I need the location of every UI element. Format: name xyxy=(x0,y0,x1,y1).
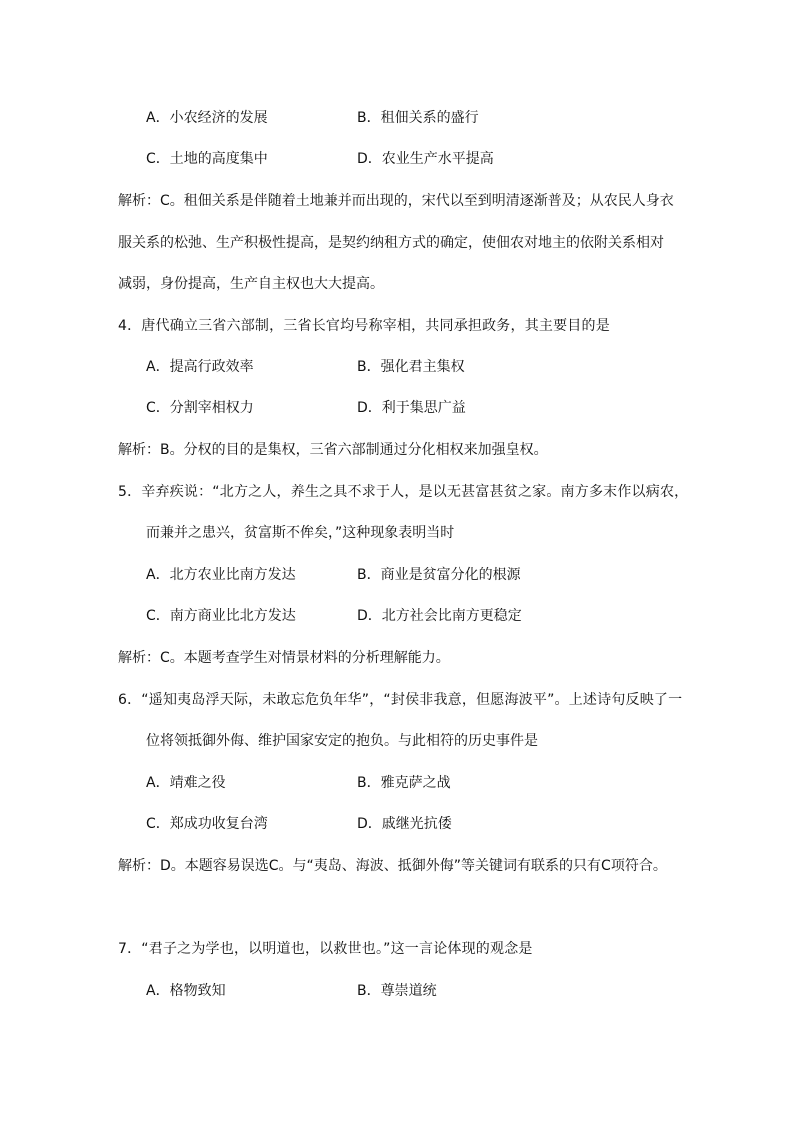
q4-options-row-1 xyxy=(146,357,706,377)
q6-options-row-2 xyxy=(146,814,706,834)
q3-options-row-2 xyxy=(146,149,706,169)
q5-option-c: C．南方商业比北方发达 xyxy=(146,608,296,624)
q5-option-a: A．北方农业比南方发达 xyxy=(146,567,296,583)
q6-question-line-1: 6．“遥知夷岛浮天际，未敢忘危负年华”，“封侯非我意，但愿海波平”。上述诗句反映了一 xyxy=(118,692,683,708)
q3-option-c: C．土地的高度集中 xyxy=(146,151,268,167)
q6-option-d: D．戚继光抗倭 xyxy=(357,816,452,832)
q5-analysis: 解析：C。本题考查学生对情景材料的分析理解能力。 xyxy=(118,650,450,666)
q5-question-line-1: 5．辛弃疾说：“北方之人，养生之具不求于人，是以无甚富甚贫之家。南方多末作以病农， xyxy=(118,484,689,500)
q5-options-row-2 xyxy=(146,606,706,626)
q6-option-a: A．靖难之役 xyxy=(146,775,226,791)
q6-option-b: B．雅克萨之战 xyxy=(357,775,451,791)
q4-question: 4．唐代确立三省六部制，三省长官均号称宰相，共同承担政务，其主要目的是 xyxy=(118,318,610,334)
q3-option-a: A．小农经济的发展 xyxy=(146,110,268,126)
q4-options-row-2 xyxy=(146,398,706,418)
q4-option-c: C．分割宰相权力 xyxy=(146,400,254,416)
q5-option-d: D．北方社会比南方更稳定 xyxy=(357,608,522,624)
q6-question-line-2: 位将领抵御外侮、维护国家安定的抱负。与此相符的历史事件是 xyxy=(146,733,538,749)
q4-analysis: 解析：B。分权的目的是集权，三省六部制通过分化相权来加强皇权。 xyxy=(118,442,548,458)
q6-analysis: 解析：D。本题容易误选C。与“夷岛、海波、抵御外侮”等关键词有联系的只有C项符合。 xyxy=(118,858,667,874)
q3-analysis-line-2: 服关系的松弛、生产积极性提高，是契约纳租方式的确定，使佃农对地主的依附关系相对 xyxy=(118,235,664,251)
q3-analysis-line-1: 解析：C。租佃关系是伴随着土地兼并而出现的，宋代以至到明清逐渐普及；从农民人身衣 xyxy=(118,193,674,209)
q7-option-a: A．格物致知 xyxy=(146,983,226,999)
q5-options-row-1 xyxy=(146,565,706,585)
q4-option-a: A．提高行政效率 xyxy=(146,359,254,375)
q3-option-b: B．租佃关系的盛行 xyxy=(357,110,479,126)
q3-analysis-line-3: 减弱，身份提高，生产自主权也大大提高。 xyxy=(118,276,384,292)
q3-options-row-1 xyxy=(146,108,706,128)
q7-options-row-1 xyxy=(146,981,706,1001)
q5-option-b: B．商业是贫富分化的根源 xyxy=(357,567,521,583)
q5-question-line-2: 而兼并之患兴，贫富斯不侔矣，”这种现象表明当时 xyxy=(146,525,455,541)
q4-option-d: D．利于集思广益 xyxy=(357,400,466,416)
q4-option-b: B．强化君主集权 xyxy=(357,359,465,375)
q3-option-d: D．农业生产水平提高 xyxy=(357,151,494,167)
q7-option-b: B．尊崇道统 xyxy=(357,983,437,999)
q7-question: 7．“君子之为学也，以明道也，以救世也。”这一言论体现的观念是 xyxy=(118,941,533,957)
q6-option-c: C．郑成功收复台湾 xyxy=(146,816,268,832)
q6-options-row-1 xyxy=(146,773,706,793)
